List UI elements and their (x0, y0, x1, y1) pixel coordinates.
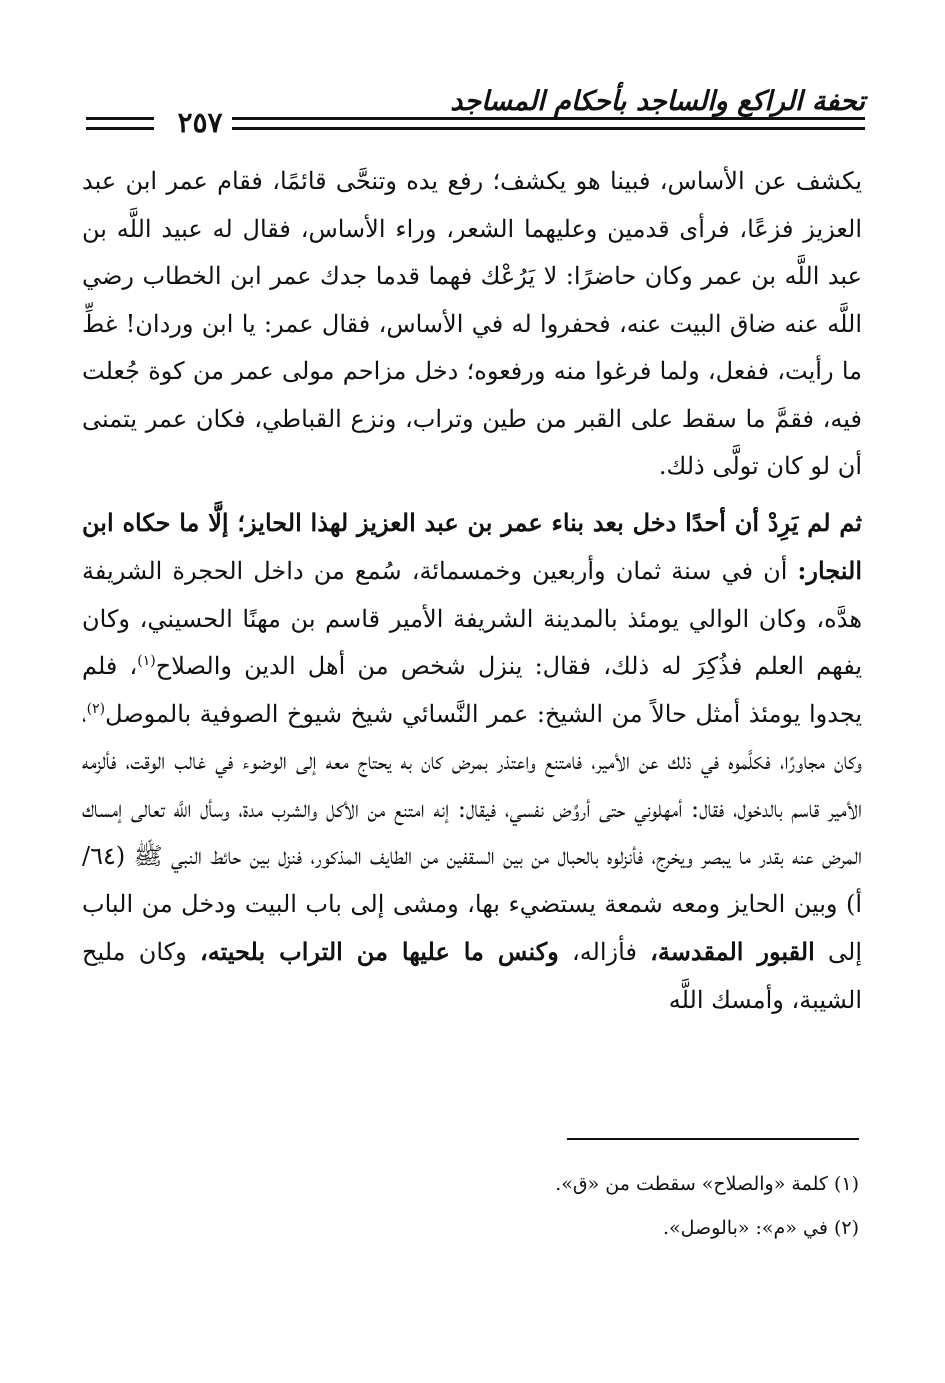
paragraph-2-text-b: ، فلم يجدوا يومئذ أمثل حالاً من الشيخ: عمر النَّسائي شيخ شيوخ الصوفية بالموصل (82, 652, 863, 728)
header-rule-left (86, 117, 154, 120)
footnote-separator (567, 1138, 859, 1140)
paragraph-1: يكشف عن الأساس، فبينا هو يكشف؛ رفع يده وتنحَّى قائمًا، فقام عمر ابن عبد العزيز فزعًا، فرأى قدمين وعليهما الشعر، وراء الأساس، فقال له عبيد اللَّه بن عبد اللَّه بن عمر وكان حاضرًا: لا يَرُعْك فهما قدما جدك عمر ابن الخطاب رضي اللَّه عنه ضاق البيت عنه، فحفروا له في الأساس، فقال عمر: يا ابن وردان! غطِّ ما رأيت، ففعل، ولما فرغوا منه ورفعوه؛ دخل مزاحم مولى عمر من كوة جُعلت فيه، فقمَّ ما سقط على القبر من طين وتراب، ونزع القباطي، فكان عمر يتمنى أن لو كان تولَّى ذلك. (82, 167, 863, 480)
paragraph-2-bold-lead: ثم لم يَرِدْ أن أحدًا دخل بعد بناء عمر بن عبد العزيز لهذا الحايز؛ إلَّا ما حكاه ابن النجار: (82, 507, 862, 585)
paragraph-2-text-c: ، وكان مجاورًا، فكلَّموه في ذلك عن الأمير، فامتنع واعتذر بمرض كان به يحتاج معه إلى الوضوء في غالب الوقت، فألزمه الأمير قاسم بالدخول، فقال: أمهلوني حتى أروِّض نفسي، فيقال: إنه امتنع من الأكل والشرب مدة، وسأل اللَّه تعالى إمساك المرض عنه بقدر ما يبصر ويخرج، فأنزلوه بالحبال من بين السقفين من الطايف المذكور، فنزل بين حائط النبي ﷺ (٦٤/أ) وبين الحايز ومعه شمعة يستضيء بها، ومشى إلى باب البيت ودخل من الباب إلى (82, 699, 862, 966)
page-number: ٢٥٧ (177, 106, 223, 139)
footnotes (79, 1162, 859, 1250)
running-header-title: تحفة الراكع والساجد بأحكام المساجد (450, 86, 865, 117)
paragraph-2-text-a: أن في سنة ثمان وأربعين وخمسمائة، سُمع من داخل الحجرة الشريفة هدَّه، وكان الوالي يومئذ بالمدينة الشريفة الأمير قاسم بن مهنًا الحسيني، وكان يفهم العلم فذُكِرَ له ذلك، فقال: ينزل شخص من أهل الدين والصلاح (82, 557, 863, 680)
paragraph-2-bold-mid: القبور المقدسة، (650, 937, 815, 966)
footnote-ref-2: (٢) (86, 700, 106, 717)
paragraph-2-text-e: وكان مليح الشيبة، وأمسك اللَّه (82, 938, 862, 1014)
header-rule-right (232, 117, 865, 120)
paragraph-2 (82, 499, 862, 1025)
paragraph-2-text-d: فأزاله، (558, 938, 651, 966)
main-text (82, 158, 862, 1024)
footnote-ref-1: (١) (137, 653, 156, 669)
footnote-1: (١) كلمة «والصلاح» سقطت من «ق». (555, 1173, 859, 1195)
footnote-2: (٢) في «م»: «بالوصل». (663, 1217, 859, 1239)
header-rule-left-lower (86, 127, 154, 130)
header-rule-right-lower (232, 127, 865, 130)
paragraph-2-bold-end: وكنس ما عليها من التراب بلحيته، (199, 937, 559, 966)
